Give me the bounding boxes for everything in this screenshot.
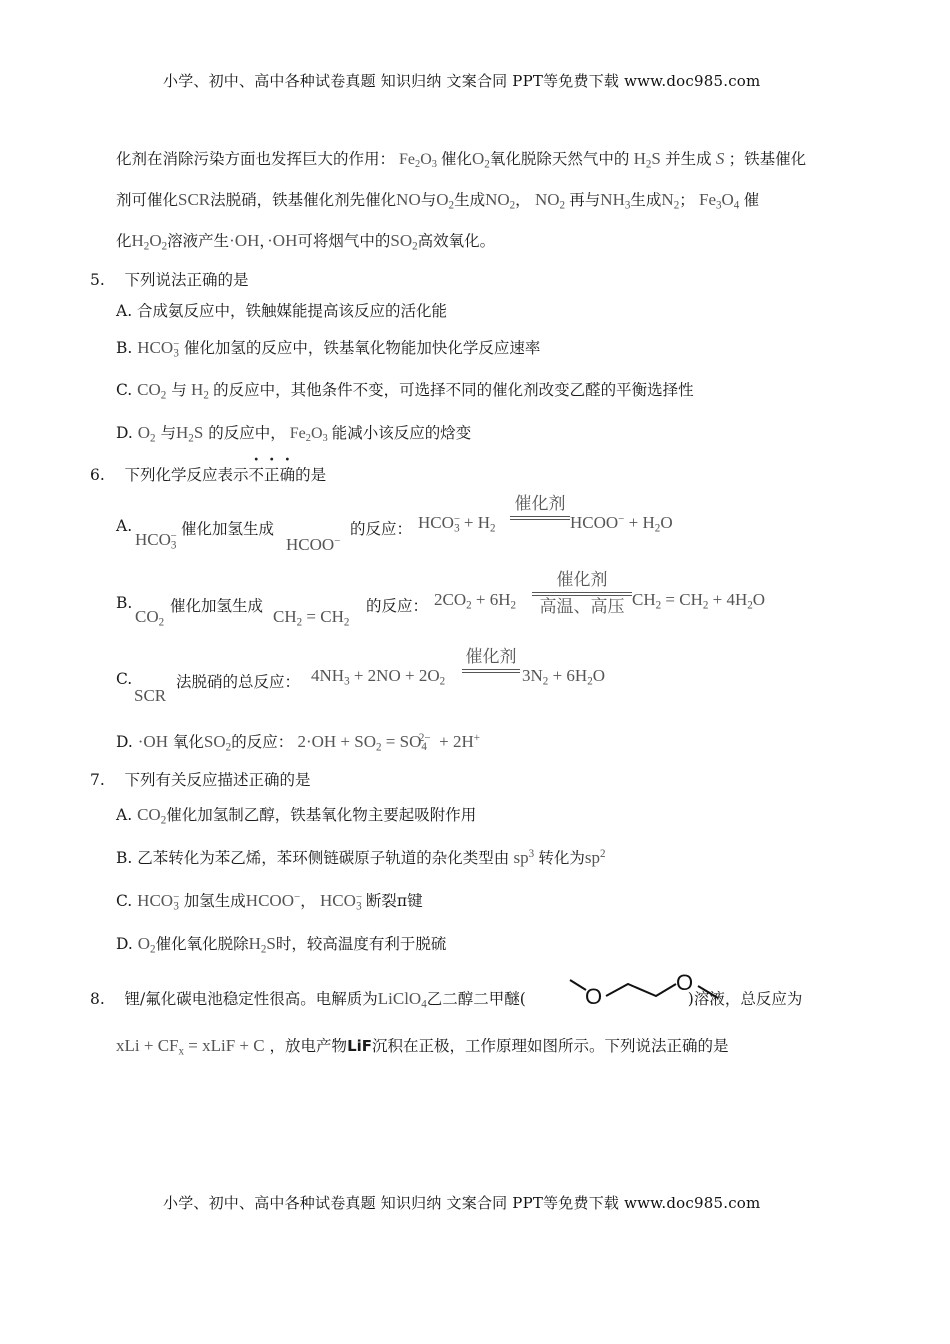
emphasis-dot: 不 (248, 466, 265, 484)
q5-option-c: C. $CO_2$ 与 $H_2$ 的反应中，其他条件不变，可选择不同的催化剂改变乙醛的平衡选择性 (116, 380, 694, 402)
page-header: 小学、初中、高中各种试卷真题 知识归纳 文案合同 PPT等免费下载 www.doc985.com (163, 72, 761, 90)
page-footer: 小学、初中、高中各种试卷真题 知识归纳 文案合同 PPT等免费下载 www.doc985.com (163, 1194, 761, 1212)
emphasis-dot: 确 (279, 466, 296, 484)
q6-a-text1: 催化加氢生成 (181, 520, 275, 538)
q6-option-b-label: B. (116, 594, 133, 612)
q6-c-eq-right: $3N_2 + 6H_2O$ (522, 666, 605, 688)
q6-b-catalyst: 催化剂 高温、高压 (532, 572, 632, 616)
q5-stem: 5. 下列说法正确的是 (90, 271, 249, 289)
q7-option-b: B. 乙苯转化为苯乙烯，苯环侧链碳原子轨道的杂化类型由 $sp^3$ 转化为$sp^2$ (116, 847, 606, 867)
q7-stem: 7. 下列有关反应描述正确的是 (90, 771, 311, 789)
q6-option-d: D. ·OH 氧化$SO_2$的反应： $2\cdot OH + SO_2 = SO_4^{2-} + 2H^+$ (116, 731, 481, 754)
q6-c-scr: SCR (134, 686, 167, 705)
intro-line-2: 剂可催化SCR法脱硝，铁基催化剂先催化NO与$O_2$生成$NO_2$， $NO_2$ 再与$NH_3$生成$N_2$； $Fe_3O_4$ 催 (116, 190, 760, 212)
q6-stem: 6. 下列化学反应表示不正确的是 (90, 463, 326, 485)
emphasis-dot: 正 (264, 466, 280, 484)
dimethoxyethane-structure-icon (568, 968, 732, 1012)
intro-line-3: 化$H_2O_2$溶液产生·OH，·OH可将烟气中的$SO_2$高效氧化。 (116, 231, 496, 253)
q7-option-c: C. $HCO^-_3$ 加氢生成HCOO−， $HCO^-_3$ 断裂π键 (116, 890, 423, 913)
svg-text:O: O (585, 984, 603, 1009)
q6-a-eq-left: $HCO^-_3 + H_2$ (418, 513, 496, 535)
q6-a-hcoo: HCOO− (286, 535, 341, 555)
q6-b-eq-left: $2CO_2 + 6H_2$ (434, 590, 517, 612)
q6-c-catalyst: 催化剂 (462, 649, 520, 676)
q6-c-text1: 法脱硝的总反应： (176, 673, 301, 691)
q6-a-hco3: $HCO_3^-$ (135, 530, 177, 552)
q6-c-eq-left: $4NH_3 + 2NO + 2O_2$ (311, 666, 446, 688)
q7-option-d: D. $O_2$催化氧化脱除$H_2S$时，较高温度有利于脱硫 (116, 934, 447, 956)
q6-a-eq-right: HCOO− + $H_2O$ (570, 513, 673, 535)
q6-a-catalyst: 催化剂 (510, 496, 570, 523)
intro-line-1: 化剂在消除污染方面也发挥巨大的作用： $Fe_2O_3$ 催化$O_2$氧化脱除天然气中的 $H_2S$ 并生成 S ；铁基催化 (116, 149, 807, 171)
q5-option-b: B. $HCO^-_3$ 催化加氢的反应中，铁基氧化物能加快化学反应速率 (116, 337, 541, 360)
svg-text:O: O (676, 970, 694, 995)
q6-option-a-label: A. (116, 517, 133, 535)
q5-option-d: D. $O_2$ 与$H_2S$ 的反应中， $Fe_2O_3$ 能减小该反应的焓变 (116, 423, 472, 445)
q6-b-ethene: $CH_2 = CH_2$ (273, 607, 350, 629)
q5-option-a: A. 合成氨反应中，铁触媒能提高该反应的活化能 (116, 302, 448, 320)
q7-option-a: A. $CO_2$催化加氢制乙醇，铁基氧化物主要起吸附作用 (116, 805, 477, 827)
q6-a-text2: 的反应： (350, 520, 413, 538)
q6-b-text2: 的反应： (366, 597, 429, 615)
q6-option-c-label: C. (116, 670, 133, 688)
q6-b-eq-right: $CH_2 = CH_2 + 4H_2O$ (632, 590, 766, 612)
q8-stem-line-1: 8. 锂/氟化碳电池稳定性很高。电解质为LiClO$_4$乙二醇二甲醚( )溶液，总反应为 (90, 989, 803, 1011)
q6-b-text1: 催化加氢生成 (170, 597, 264, 615)
q8-stem-line-2: xLi + $CF_x$ = xLiF + C ，放电产物LiF沉积在正极，工作原理如图所示。下列说法正确的是 (116, 1036, 729, 1058)
q6-b-co2: $CO_2$ (135, 607, 165, 629)
